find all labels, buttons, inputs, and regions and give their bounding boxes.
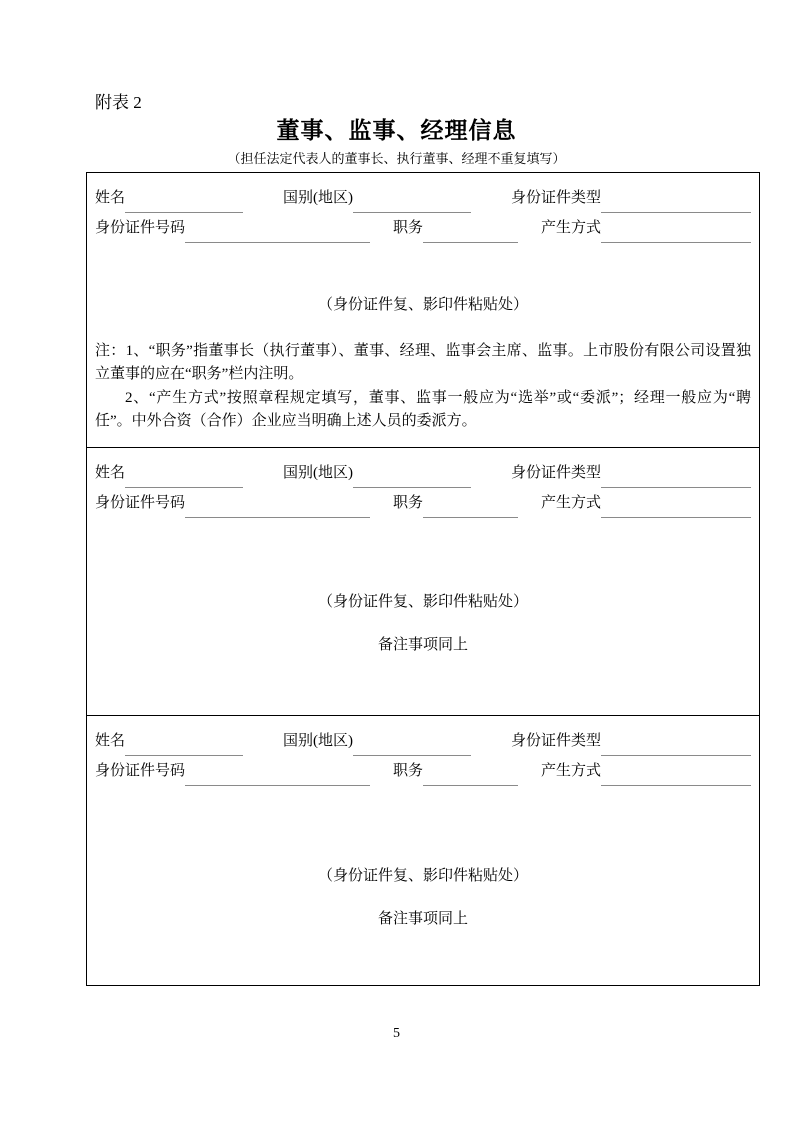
position-input-line[interactable] bbox=[423, 221, 518, 243]
country-field bbox=[283, 458, 471, 488]
method-field bbox=[541, 488, 751, 518]
id-number-label: 身份证件号码 bbox=[95, 495, 186, 511]
id-copy-paste-area: （身份证件复、影印件粘贴处） bbox=[317, 868, 528, 884]
method-input-line[interactable] bbox=[601, 496, 751, 518]
position-field bbox=[393, 488, 518, 518]
id-type-input-line[interactable] bbox=[601, 191, 751, 213]
id-number-field bbox=[95, 756, 370, 786]
remark-same-as-above: 备注事项同上 bbox=[377, 911, 468, 927]
form-notes bbox=[95, 340, 751, 433]
person-section-2 bbox=[87, 447, 759, 715]
position-label: 职务 bbox=[392, 495, 423, 511]
position-input-line[interactable] bbox=[423, 764, 518, 786]
field-row bbox=[95, 458, 751, 488]
note-2: 2、“产生方式”按照章程规定填写，董事、监事一般应为“选举”或“委派”；经理一般应为“聘任”。中外合资（合作）企业应当明确上述人员的委派方。 bbox=[95, 389, 751, 429]
position-input-line[interactable] bbox=[423, 496, 518, 518]
field-row bbox=[95, 488, 751, 518]
id-type-label: 身份证件类型 bbox=[510, 465, 601, 481]
method-label: 产生方式 bbox=[540, 495, 601, 511]
name-field bbox=[95, 183, 243, 213]
field-row bbox=[95, 756, 751, 786]
method-field bbox=[541, 756, 751, 786]
id-number-label: 身份证件号码 bbox=[95, 763, 186, 779]
country-field bbox=[283, 726, 471, 756]
country-label: 国别(地区) bbox=[283, 733, 353, 749]
name-label: 姓名 bbox=[95, 465, 126, 481]
remark-same-as-above: 备注事项同上 bbox=[377, 637, 468, 653]
form-box bbox=[86, 172, 760, 986]
note-1: 注：1、“职务”指董事长（执行董事）、董事、经理、监事会主席、监事。上市股份有限公司设置独立董事的应在“职务”栏内注明。 bbox=[95, 343, 751, 383]
position-field bbox=[393, 213, 518, 243]
id-copy-paste-area: （身份证件复、影印件粘贴处） bbox=[317, 594, 528, 610]
person-section-1 bbox=[87, 173, 759, 447]
person-section-3 bbox=[87, 715, 759, 985]
country-input-line[interactable] bbox=[353, 734, 471, 756]
position-field bbox=[393, 756, 518, 786]
position-label: 职务 bbox=[392, 763, 423, 779]
appendix-label: 附表 2 bbox=[95, 93, 142, 112]
id-number-input-line[interactable] bbox=[185, 764, 370, 786]
id-number-input-line[interactable] bbox=[185, 496, 370, 518]
field-row bbox=[95, 183, 751, 213]
country-field bbox=[283, 183, 471, 213]
country-label: 国别(地区) bbox=[283, 465, 353, 481]
method-input-line[interactable] bbox=[601, 764, 751, 786]
name-label: 姓名 bbox=[95, 190, 126, 206]
name-field bbox=[95, 458, 243, 488]
id-type-label: 身份证件类型 bbox=[510, 190, 601, 206]
name-label: 姓名 bbox=[95, 733, 126, 749]
id-number-input-line[interactable] bbox=[185, 221, 370, 243]
country-label: 国别(地区) bbox=[283, 190, 353, 206]
id-copy-paste-area: （身份证件复、影印件粘贴处） bbox=[317, 297, 528, 313]
page-number: 5 bbox=[393, 1026, 400, 1041]
name-input-line[interactable] bbox=[125, 466, 243, 488]
name-input-line[interactable] bbox=[125, 191, 243, 213]
page-title: 董事、监事、经理信息 bbox=[276, 118, 517, 143]
id-number-label: 身份证件号码 bbox=[95, 220, 186, 236]
id-type-field bbox=[511, 183, 751, 213]
id-type-label: 身份证件类型 bbox=[510, 733, 601, 749]
country-input-line[interactable] bbox=[353, 191, 471, 213]
id-type-input-line[interactable] bbox=[601, 734, 751, 756]
method-field bbox=[541, 213, 751, 243]
method-label: 产生方式 bbox=[540, 763, 601, 779]
field-row bbox=[95, 726, 751, 756]
id-number-field bbox=[95, 213, 370, 243]
page-subtitle: （担任法定代表人的董事长、执行董事、经理不重复填写） bbox=[227, 151, 566, 166]
id-type-field bbox=[511, 726, 751, 756]
name-field bbox=[95, 726, 243, 756]
id-type-input-line[interactable] bbox=[601, 466, 751, 488]
country-input-line[interactable] bbox=[353, 466, 471, 488]
field-row bbox=[95, 213, 751, 243]
id-number-field bbox=[95, 488, 370, 518]
id-type-field bbox=[511, 458, 751, 488]
method-label: 产生方式 bbox=[540, 220, 601, 236]
method-input-line[interactable] bbox=[601, 221, 751, 243]
name-input-line[interactable] bbox=[125, 734, 243, 756]
position-label: 职务 bbox=[392, 220, 423, 236]
